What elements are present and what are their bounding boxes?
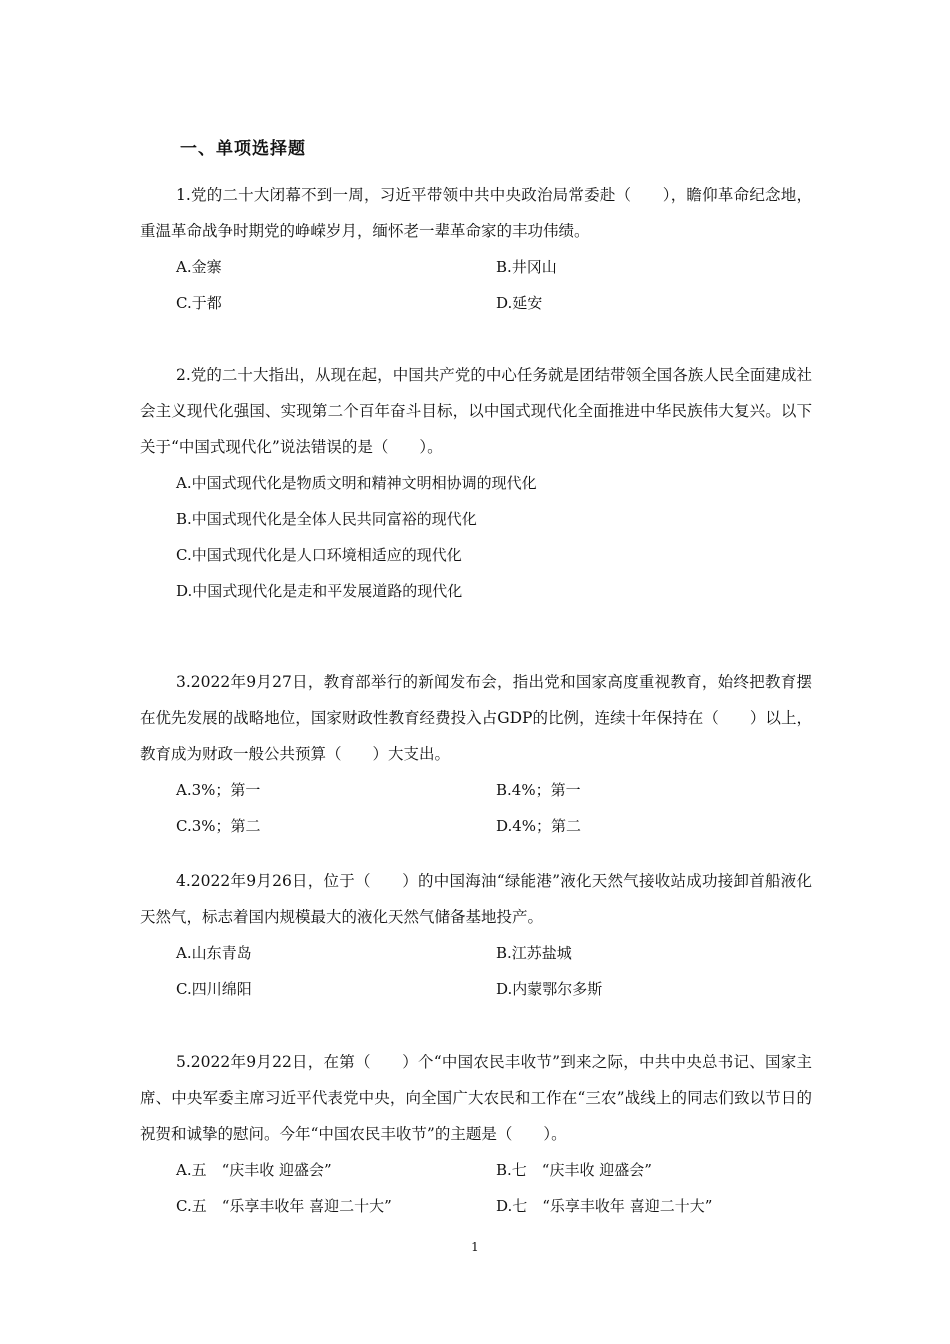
question-stem: 2.党的二十大指出，从现在起，中国共产党的中心任务就是团结带领全国各族人民全面建成社会主义现代化强国、实现第二个百年奋斗目标，以中国式现代化全面推进中华民族伟大复兴。以下关于“中国式现代化”说法错误的是（ ）。 <box>140 366 812 456</box>
options <box>140 935 812 1007</box>
option-a: A.金寨 <box>176 258 222 276</box>
question-3 <box>140 664 812 844</box>
question-stem: 1.党的二十大闭幕不到一周，习近平带领中共中央政治局常委赴（ ），瞻仰革命纪念地，重温革命战争时期党的峥嵘岁月，缅怀老一辈革命家的丰功伟绩。 <box>140 186 812 240</box>
options <box>140 249 812 321</box>
option-d: D.延安 <box>496 294 543 312</box>
question-stem: 3.2022年9月27日，教育部举行的新闻发布会，指出党和国家高度重视教育，始终把教育摆在优先发展的战略地位，国家财政性教育经费投入占GDP的比例，连续十年保持在（ ）以上，教育成为财政一般公共预算（ ）大支出。 <box>140 673 812 763</box>
question-2 <box>140 357 812 609</box>
option-a: A.山东青岛 <box>176 944 252 962</box>
question-stem: 4.2022年9月26日，位于（ ）的中国海油“绿能港”液化天然气接收站成功接卸首船液化天然气，标志着国内规模最大的液化天然气储备基地投产。 <box>140 872 812 926</box>
options <box>140 772 812 844</box>
question-5 <box>140 1044 812 1224</box>
option-d: D.中国式现代化是走和平发展道路的现代化 <box>176 582 463 600</box>
option-d: D.4%；第二 <box>496 817 582 835</box>
option-c: C.四川绵阳 <box>176 980 252 998</box>
option-c: C.五 “乐享丰收年 喜迎二十大” <box>176 1197 392 1215</box>
option-c: C.中国式现代化是人口环境相适应的现代化 <box>176 546 462 564</box>
question-stem: 5.2022年9月22日，在第（ ）个“中国农民丰收节”到来之际，中共中央总书记、国家主席、中央军委主席习近平代表党中央，向全国广大农民和工作在“三农”战线上的同志们致以节日的祝贺和诚挚的慰问。今年“中国农民丰收节”的主题是（ ）。 <box>140 1053 812 1143</box>
option-a: A.五 “庆丰收 迎盛会” <box>176 1161 332 1179</box>
page-number: 1 <box>471 1240 479 1254</box>
question-4 <box>140 863 812 1007</box>
option-b: B.江苏盐城 <box>496 944 572 962</box>
option-a: A.3%；第一 <box>176 781 261 799</box>
options <box>140 465 812 609</box>
option-b: B.中国式现代化是全体人民共同富裕的现代化 <box>176 510 477 528</box>
option-b: B.七 “庆丰收 迎盛会” <box>496 1161 652 1179</box>
question-1 <box>140 177 812 321</box>
option-a: A.中国式现代化是物质文明和精神文明相协调的现代化 <box>176 474 537 492</box>
options <box>140 1152 812 1224</box>
option-b: B.井冈山 <box>496 258 557 276</box>
option-b: B.4%；第一 <box>496 781 581 799</box>
option-d: D.内蒙鄂尔多斯 <box>496 980 603 998</box>
option-c: C.于都 <box>176 294 222 312</box>
section-title: 一、单项选择题 <box>180 139 306 159</box>
option-d: D.七 “乐享丰收年 喜迎二十大” <box>496 1197 713 1215</box>
option-c: C.3%；第二 <box>176 817 261 835</box>
